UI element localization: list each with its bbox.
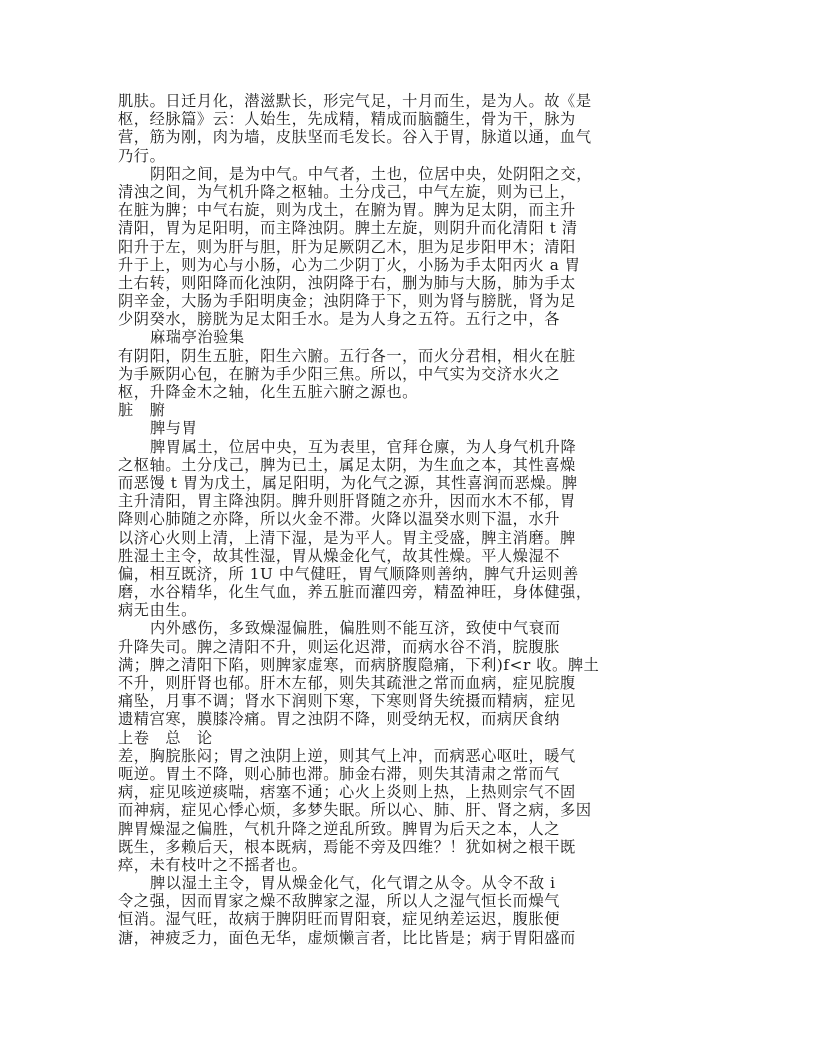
paragraph-start-line: 内外感伤，多致燥湿偏胜，偏胜则不能互济，致使中气衰而 [150, 619, 561, 638]
text-line: 升降失司。脾之清阳不升，则运化迟滞，而病水谷不消，脘腹胀 [118, 637, 561, 656]
text-line: 清阳，胃为足阳明，而主降浊阴。脾土左旋，则阴升而化清阳 t 清 [118, 219, 578, 238]
text-line: 阳升于左，则为肝与胆，肝为足厥阴乙木，胆为足步阳甲木；清阳 [118, 237, 576, 256]
text-line: 降则心肺随之亦降，所以火金不滞。火降以温癸水则下温，水升 [118, 510, 561, 529]
text-line: 乃行。 [118, 146, 166, 165]
text-line: 少阴癸水，膀胱为足太阳壬水。是为人身之五符。五行之中，各 [118, 310, 561, 329]
text-line: 病，症见咳逆痰喘，痞塞不通；心火上炎则上热，上热则宗气不固 [118, 783, 576, 802]
text-line: 阴辛金，大肠为手阳明庚金；浊阴降于下，则为肾与膀胱，肾为足 [118, 292, 576, 311]
paragraph-start-line: 脾以湿土主令，胃从燥金化气，化气谓之从令。从令不敌 i [150, 874, 556, 893]
text-line: 胜湿土主令，故其性湿，胃从燥金化气，故其性燥。平人燥湿不 [118, 546, 561, 565]
subsection-heading: 脾与胃 [150, 419, 198, 438]
text-line: 磨，水谷精华，化生气血，养五脏而灌四旁，精盈神旺，身体健强， [118, 583, 592, 602]
section-heading: 脏 腑 [118, 401, 166, 420]
text-line: 土右转，则阳降而化浊阴，浊阴降于右，删为肺与大肠，肺为手太 [118, 273, 576, 292]
text-line: 呃逆。胃土不降，则心肺也滞。肺金右滞，则失其清肃之常而气 [118, 764, 561, 783]
text-line: 满；脾之清阳下陷，则脾家虚寒，而病脐腹隐痛，下利)f<r 收。脾土 [118, 655, 600, 674]
paragraph-start-line: 阴阳之间，是为中气。中气者，土也，位居中央，处阴阳之交， [150, 164, 593, 183]
text-line: 肌肤。日迁月化，潜滋默长，形完气足，十月而生，是为人。故《是 [118, 92, 592, 110]
paragraph-start-line: 脾胃属土，位居中央，互为表里，官拜仓廪，为人身气机升降 [150, 437, 577, 456]
text-line: 差，胸脘胀闷；胃之浊阴上逆，则其气上冲，而病恶心呕吐，暖气 [118, 746, 576, 765]
text-line: 而神病，症见心悸心烦，多梦失眠。所以心、肺、肝、肾之病，多因 [118, 801, 592, 820]
document-page [118, 92, 600, 947]
text-line: 之枢轴。土分戊己，脾为已土，属足太阴，为生血之本，其性喜燥 [118, 455, 576, 474]
text-line: 既生，多赖后天，根本既病，焉能不旁及四维？！犹如树之根干既 [118, 837, 576, 856]
text-line: 枢，升降金木之轴，化生五脏六腑之源也。 [118, 383, 418, 401]
text-line: 在脏为脾；中气右旋，则为戊土，在腑为胃。脾为足太阴，而主升 [118, 201, 576, 220]
text-line: 病无由生。 [118, 601, 197, 620]
text-line: 清浊之间，为气机升降之枢轴。土分戊己，中气左旋，则为已上， [118, 182, 576, 201]
text-line: 以济心火则上清，上清下湿，是为平人。胃主受盛，脾主消磨。脾 [118, 528, 576, 547]
text-line: 为手厥阴心包，在腑为手少阳三焦。所以，中气实为交济水火之 [118, 364, 561, 383]
text-line: 不升，则肝肾也郁。肝木左郁，则失其疏泄之常而血病，症见脘腹 [118, 674, 576, 692]
text-line: 瘁，未有枝叶之不摇者也。 [118, 855, 308, 874]
text-line: 溏，神疲乏力，面色无华，虚烦懒言者，比比皆是；病于胃阳盛而 [118, 928, 576, 947]
text-line: 痛坠，月事不调；肾水下润则下寒，下寒则肾失统摄而精病，症见 [118, 692, 576, 711]
text-line: 升于上，则为心与小肠，心为二少阴丁火，小肠为手太阳丙火 a 胃 [118, 255, 581, 274]
text-line: 而恶馒 t 胃为戊土，属足阳明，为化气之源，其性喜润而恶燥。脾 [118, 473, 578, 492]
running-header: 上卷 总 论 [118, 728, 213, 747]
text-line: 令之强，因而胃家之燥不敌脾家之湿，所以人之湿气恒长而燥气 [118, 892, 561, 911]
text-line: 偏，相互既济，所 1U 中气健旺，胃气顺降则善纳，脾气升运则善 [118, 564, 579, 583]
text-line: 主升清阳，胃主降浊阴。脾升则肝肾随之亦升，因而水木不郁，胃 [118, 492, 576, 511]
text-line: 枢，经脉篇》云：人始生，先成精，精成而脑髓生，骨为干，脉为 [118, 110, 576, 129]
text-line: 有阴阳，阴生五脏，阳生六腑。五行各一，而火分君相，相火在脏 [118, 346, 576, 365]
text-line: 脾胃燥湿之偏胜，气机升降之逆乱所致。脾胃为后天之本，人之 [118, 819, 561, 838]
running-header: 麻瑞亭治验集 [150, 328, 245, 347]
text-line: 恒消。湿气旺，故病于脾阴旺而胃阳衰，症见纳差运迟，腹胀便 [118, 910, 561, 929]
text-line: 营，筋为刚，肉为墙，皮肤坚而毛发长。谷入于胃，脉道以通，血气 [118, 128, 592, 147]
text-line: 遗精宫寒，膜膝冷痛。胃之浊阴不降，则受纳无权，而病厌食纳 [118, 710, 561, 729]
